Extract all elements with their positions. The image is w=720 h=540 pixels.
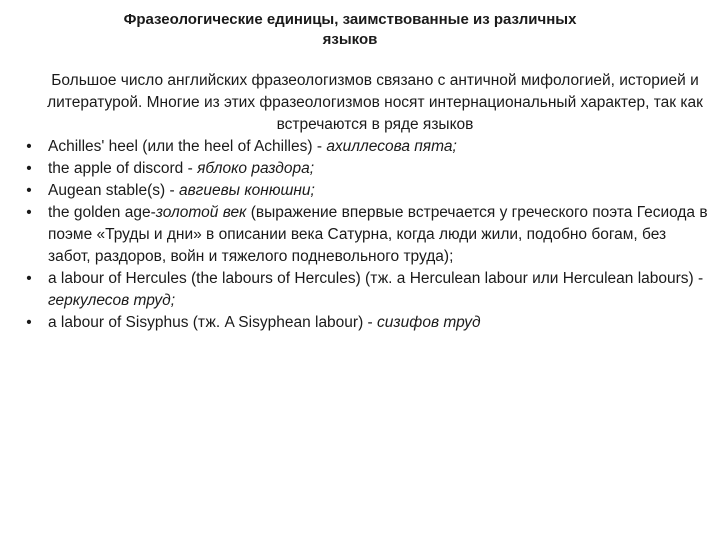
russian-equivalent: золотой век xyxy=(155,204,247,221)
slide-body xyxy=(18,70,708,334)
separator: - xyxy=(183,160,198,177)
list-item xyxy=(18,136,708,158)
list-item xyxy=(18,158,708,180)
english-phrase: Augean stable(s) xyxy=(48,182,166,199)
bullet-icon: • xyxy=(26,270,32,287)
bullet-icon: • xyxy=(26,138,32,155)
list-item xyxy=(18,180,708,202)
list-item xyxy=(18,202,708,268)
separator: - xyxy=(312,138,327,155)
russian-equivalent: геркулесов труд; xyxy=(48,292,176,309)
bullet-icon: • xyxy=(26,314,32,331)
russian-equivalent: яблоко раздора; xyxy=(197,160,315,177)
bullet-icon: • xyxy=(26,182,32,199)
explanation: (тж. a Herculean labour или Herculean labours) - xyxy=(360,270,704,287)
slide-title-line-2: языков xyxy=(322,31,378,48)
slide-title xyxy=(40,10,660,50)
intro-paragraph: Большое число английских фразеологизмов связано с античной мифологией, историей и литературой. Многие из этих фразеологизмов носят интернациональный характер, так как встречаются в ряде языков xyxy=(47,72,703,133)
russian-equivalent: сизифов труд xyxy=(377,314,481,331)
slide-title-line-1: Фразеологические единицы, заимствованные из различных xyxy=(123,11,577,28)
bullet-icon: • xyxy=(26,160,32,177)
list-item xyxy=(18,312,708,334)
bullet-icon: • xyxy=(26,204,32,221)
english-phrase: the golden age- xyxy=(48,204,156,221)
russian-equivalent: авгиевы конюшни; xyxy=(178,182,315,199)
english-phrase: Achilles' heel (или the heel of Achilles) xyxy=(48,138,313,155)
separator: - xyxy=(165,182,179,199)
phrase-list xyxy=(18,136,708,334)
english-phrase: the apple of discord xyxy=(48,160,184,177)
russian-equivalent: ахиллесова пята; xyxy=(326,138,457,155)
list-item xyxy=(18,268,708,312)
explanation: (тж. A Sisyphean labour) - xyxy=(188,314,378,331)
english-phrase: a labour of Sisyphus xyxy=(48,314,189,331)
english-phrase: a labour of Hercules (the labours of Hercules) xyxy=(48,270,361,287)
explanation: (выражение впервые встречается у греческого поэта Гесиода в поэме «Труды и дни» в описании века Сатурна, когда люди жили, подобно богам, без забот, раздоров, войн и тяжелого подневольного труда); xyxy=(48,204,708,265)
